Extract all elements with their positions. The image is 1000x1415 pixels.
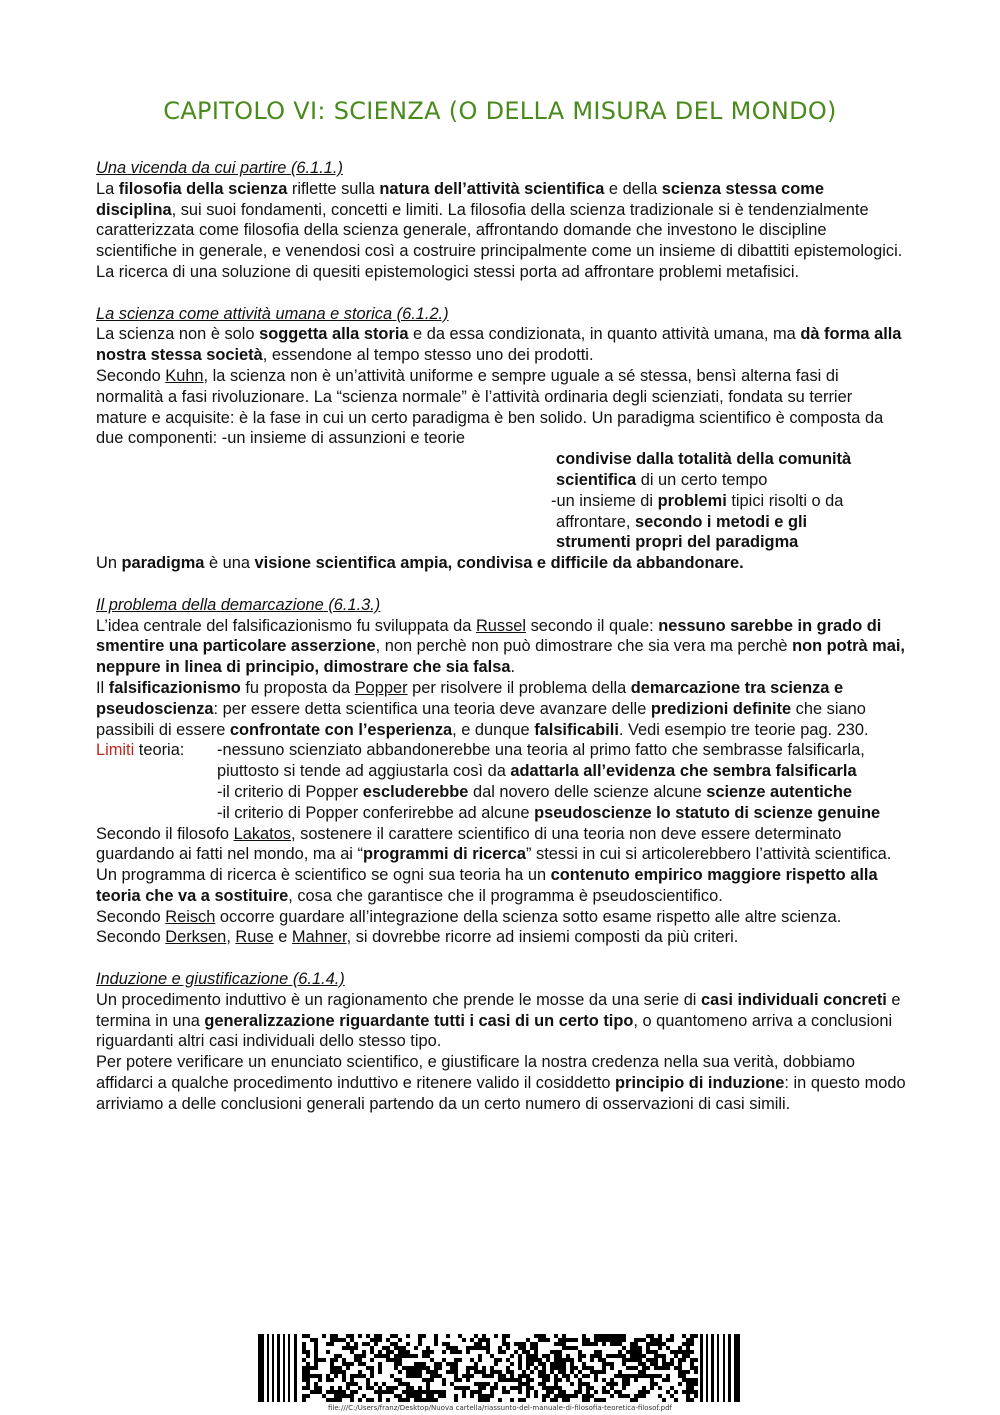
list-item: -nessuno scienziato abbandonerebbe una teoria al primo fatto che sembrasse falsificarla, piuttosto si tende ad aggiustarla così da adattarla all’evidenza che sembra falsificarla bbox=[217, 741, 865, 781]
paragraph: Un procedimento induttivo è un ragionamento che prende le mosse da una serie di casi individuali concreti e termina in una generalizzazione riguardante tutti i casi di un certo tipo, o quantomeno arriva a conclusioni riguardanti altri casi individuali dello stesso tipo. bbox=[96, 990, 901, 1051]
section-heading-6-1-2: La scienza come attività umana e storica (6.1.2.) bbox=[96, 304, 449, 323]
name-derksen: Derksen bbox=[165, 928, 227, 947]
chapter-title: CAPITOLO VI: SCIENZA (O DELLA MISURA DEL MONDO) bbox=[163, 97, 837, 125]
list-item: -il criterio di Popper escluderebbe dal novero delle scienze alcune scienze autentiche bbox=[217, 782, 853, 801]
paragraph: Secondo Reisch occorre guardare all’integrazione della scienza sotto esame rispetto alle altre scienza. bbox=[96, 907, 842, 926]
name-russel: Russel bbox=[475, 616, 527, 635]
section-heading-6-1-3: Il problema della demarcazione (6.1.3.) bbox=[96, 595, 381, 614]
name-lakatos: Lakatos bbox=[233, 824, 292, 843]
section-heading-6-1-1: Una vicenda da cui partire (6.1.1.) bbox=[96, 159, 343, 177]
paragraph: Un paradigma è una visione scientifica ampia, condivisa e difficile da abbandonare. bbox=[96, 554, 744, 573]
name-reisch: Reisch bbox=[165, 907, 216, 926]
paragraph: Per potere verificare un enunciato scientifico, e giustificare la nostra credenza nella sua verità, dobbiamo affidarci a qualche procedimento induttivo e ritenere valido il cosiddetto principio di induzione: in questo modo arriviamo a delle conclusioni generali partendo da un certo numero di osservazioni di casi simili. bbox=[96, 1053, 906, 1113]
paragraph: L’idea centrale del falsificazionismo fu sviluppata da Russel secondo il quale: nessuno sarebbe in grado di smentire una particolare asserzione, non perchè non può dimostrare che sia vera ma perchè non potrà mai, neppure in linea di principio, dimostrare che sia falsa. bbox=[96, 616, 905, 677]
list-item: -il criterio di Popper conferirebbe ad alcune pseudoscienze lo statuto di scienze genuine bbox=[217, 803, 881, 822]
paradigm-components-list bbox=[551, 449, 906, 553]
limits-label: Limiti teoria: bbox=[96, 741, 185, 760]
paragraph: Secondo il filosofo Lakatos, sostenere il carattere scientifico di una teoria non deve essere determinato guardando ai fatti nel mondo, ma ai “programmi di ricerca” stessi in cui si articolerebbero l’attività scientifica. Un programma di ricerca è scientifico se ogni sua teoria ha un contenuto empirico maggiore rispetto alla teoria che va a sostituire, cosa che garantisce che il programma è pseudoscientifico. bbox=[96, 824, 892, 905]
list-item: scientifica di un certo tempo bbox=[556, 470, 768, 489]
section-heading-6-1-4: Induzione e giustificazione (6.1.4.) bbox=[96, 970, 345, 989]
list-item: strumenti propri del paradigma bbox=[556, 533, 799, 552]
limits-list bbox=[217, 740, 906, 823]
footer-file-path: file:///C:/Users/franz/Desktop/Nuova cartella/riassunto-del-manuale-di-filosofia-teoretica-filosof.pdf bbox=[328, 1404, 672, 1412]
paragraph: La scienza non è solo soggetta alla storia e da essa condizionata, in quanto attività umana, ma dà forma alla nostra stessa società, essendone al tempo stesso uno dei prodotti. bbox=[96, 325, 902, 365]
document-body bbox=[96, 158, 906, 1115]
list-item: affrontare, secondo i metodi e gli bbox=[556, 512, 808, 531]
name-popper: Popper bbox=[354, 678, 408, 697]
paragraph: La filosofia della scienza riflette sulla natura dell’attività scientifica e della scienza stessa come disciplina, sui suoi fondamenti, concetti e limiti. La filosofia della scienza tradizionale si è tendenzialmente caratterizzata come filosofia della scienza generale, affrontando domande che investono le discipline scientifiche in generale, e venendosi così a costruire principalmente come un insieme di dibattiti epistemologici. La ricerca di una soluzione di quesiti epistemologici stessi porta ad affrontare problemi metafisici. bbox=[96, 179, 903, 281]
paragraph: Il falsificazionismo fu proposta da Popper per risolvere il problema della demarcazione tra scienza e pseudoscienza: per essere detta scientifica una teoria deve avanzare delle predizioni definite che siano passibili di essere confrontate con l’esperienza, e dunque falsificabili. Vedi esempio tre teorie pag. 230. bbox=[96, 678, 869, 739]
name-mahner: Mahner bbox=[291, 928, 347, 947]
name-ruse: Ruse bbox=[235, 928, 274, 947]
name-kuhn: Kuhn bbox=[165, 366, 204, 385]
list-item: condivise dalla totalità della comunità bbox=[556, 450, 852, 469]
paragraph: Secondo Derksen, Ruse e Mahner, si dovrebbe ricorre ad insiemi composti da più criteri. bbox=[96, 928, 739, 947]
barcode bbox=[258, 1334, 740, 1402]
list-item: -un insieme di problemi tipici risolti o da bbox=[551, 491, 844, 510]
limits-block bbox=[96, 740, 906, 823]
paragraph: Secondo Kuhn, la scienza non è un’attività uniforme e sempre uguale a sé stessa, bensì alterna fasi di normalità a fasi rivoluzionare. La “scienza normale” è l’attività ordinaria degli scienziati, fondata su terrier mature e acquisite: è la fase in cui un certo paradigma è ben solido. Un paradigma scientifico è composta da due componenti: -un insieme di assunzioni e teorie bbox=[96, 366, 884, 448]
